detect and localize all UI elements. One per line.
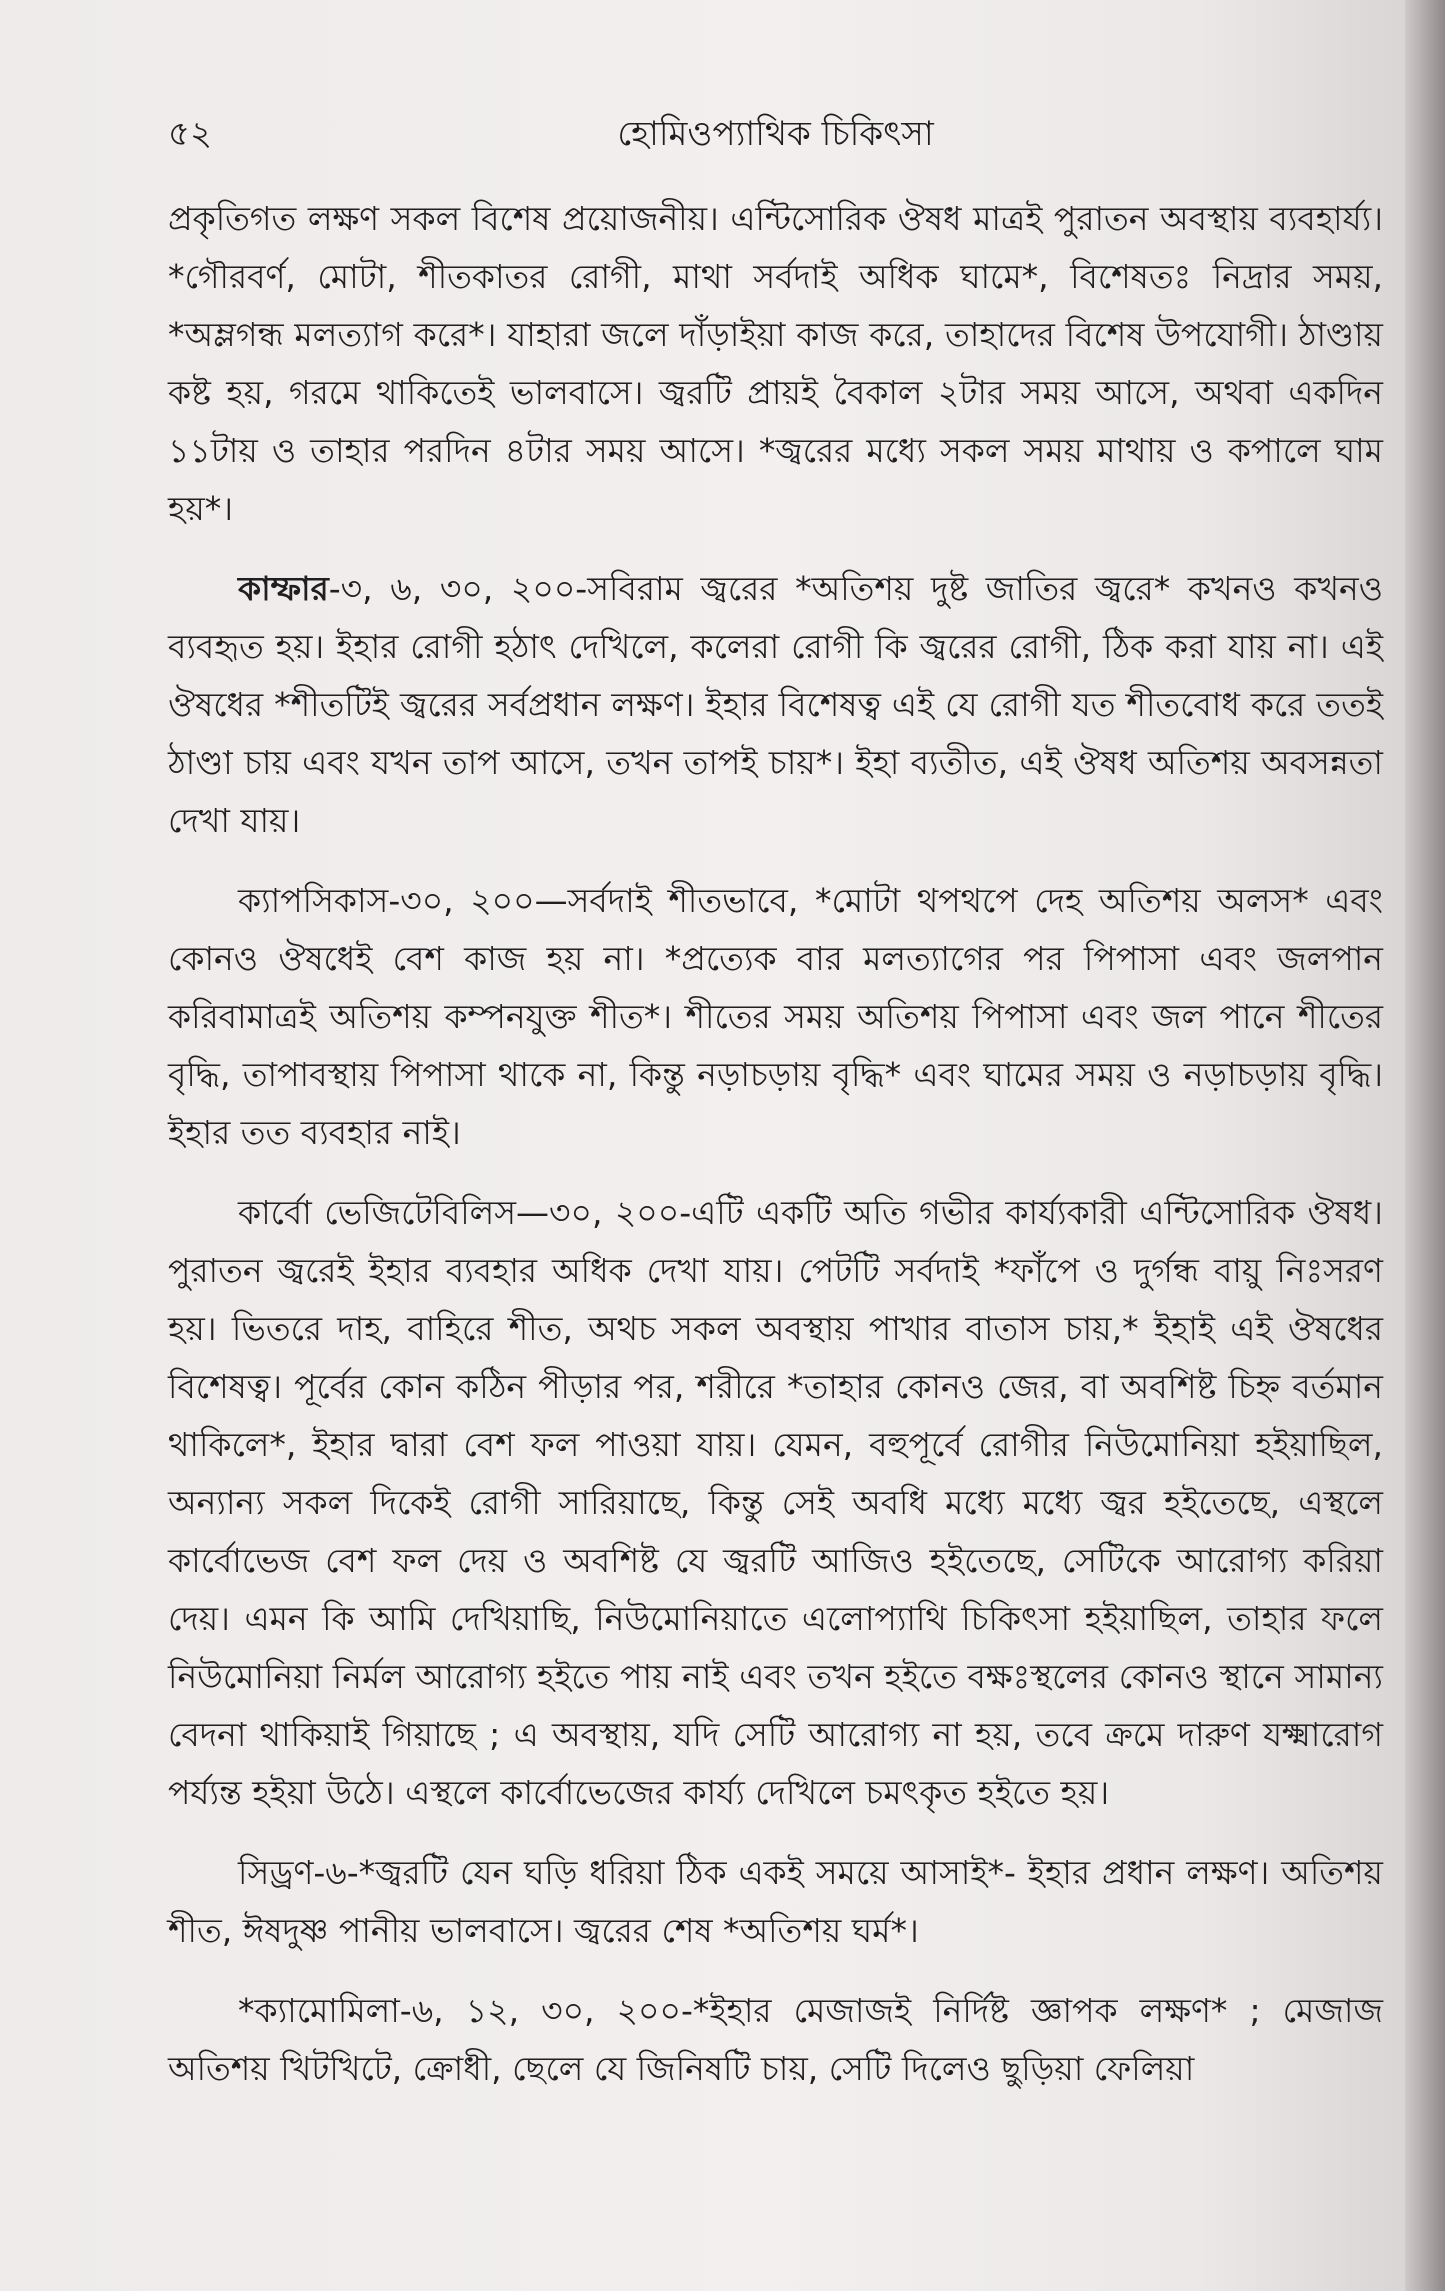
paragraph-camphor <box>168 560 1383 850</box>
paragraph-text: *ক্যামোমিলা-৬, ১২, ৩০, ২০০-*ইহার মেজাজই নির্দিষ্ট জ্ঞাপক লক্ষণ* ; মেজাজ অতিশয় খিটখিটে, ক্রোধী, ছেলে যে জিনিষটি চায়, সেটি দিলেও ছুড়িয়া ফেলিয়া <box>168 1991 1383 2088</box>
book-spine-shadow <box>1405 0 1445 2291</box>
paragraph-cedron <box>168 1844 1383 1960</box>
body-text <box>168 190 1383 2098</box>
book-title: হোমিওপ্যাথিক চিকিৎসা <box>617 114 934 154</box>
paragraph-text: ক্যাপসিকাস-৩০, ২০০—সর্বদাই শীতভাবে, *মোটা থপথপে দেহ অতিশয় অলস* এবং কোনও ঔষধেই বেশ কাজ হয় না। *প্রত্যেক বার মলত্যাগের পর পিপাসা এবং জলপান করিবামাত্রই অতিশয় কম্পনযুক্ত শীত*। শীতের সময় অতিশয় পিপাসা এবং জল পানে শীতের বৃদ্ধি, তাপাবস্থায় পিপাসা থাকে না, কিন্তু নড়াচড়ায় বৃদ্ধি* এবং ঘামের সময় ও নড়াচড়ায় বৃদ্ধি। ইহার তত ব্যবহার নাই। <box>168 881 1383 1152</box>
paragraph-text: প্রকৃতিগত লক্ষণ সকল বিশেষ প্রয়োজনীয়। এন্টিসোরিক ঔষধ মাত্রই পুরাতন অবস্থায় ব্যবহার্য্য। *গৌরবর্ণ, মোটা, শীতকাতর রোগী, মাথা সর্বদাই অধিক ঘামে*, বিশেষতঃ নিদ্রার সময়, *অম্লগন্ধ মলত্যাগ করে*। যাহারা জলে দাঁড়াইয়া কাজ করে, তাহাদের বিশেষ উপযোগী। ঠাণ্ডায় কষ্ট হয়, গরমে থাকিতেই ভালবাসে। জ্বরটি প্রায়ই বৈকাল ২টার সময় আসে, অথবা একদিন ১১টায় ও তাহার পরদিন ৪টার সময় আসে। *জ্বরের মধ্যে সকল সময় মাথায় ও কপালে ঘাম হয়*। <box>168 199 1384 528</box>
paragraph-text: সিড্রণ-৬-*জ্বরটি যেন ঘড়ি ধরিয়া ঠিক একই সময়ে আসাই*- ইহার প্রধান লক্ষণ। অতিশয় শীত, ঈষদুষ্ণ পানীয় ভালবাসে। জ্বরের শেষ *অতিশয় ঘর্ম*। <box>168 1853 1383 1950</box>
paragraph-chamomilla <box>168 1982 1383 2098</box>
paragraph-text: -৩, ৬, ৩০, ২০০-সবিরাম জ্বরের *অতিশয় দুষ্ট জাতির জ্বরে* কখনও কখনও ব্যবহৃত হয়। ইহার রোগী হঠাৎ দেখিলে, কলেরা রোগী কি জ্বরের রোগী, ঠিক করা যায় না। এই ঔষধের *শীতটিই জ্বরের সর্বপ্রধান লক্ষণ। ইহার বিশেষত্ব এই যে রোগী যত শীতবোধ করে ততই ঠাণ্ডা চায় এবং যখন তাপ আসে, তখন তাপই চায়*। ইহা ব্যতীত, এই ঔষধ অতিশয় অবসন্নতা দেখা যায়। <box>168 569 1383 840</box>
paragraph-carbo-veg <box>168 1184 1383 1822</box>
paragraph-text: কার্বো ভেজিটেবিলিস—৩০, ২০০-এটি একটি অতি গভীর কার্য্যকারী এন্টিসোরিক ঔষধ। পুরাতন জ্বরেই ইহার ব্যবহার অধিক দেখা যায়। পেটটি সর্বদাই *ফাঁপে ও দুর্গন্ধ বায়ু নিঃসরণ হয়। ভিতরে দাহ, বাহিরে শীত, অথচ সকল অবস্থায় পাখার বাতাস চায়,* ইহাই এই ঔষধের বিশেষত্ব। পূর্বের কোন কঠিন পীড়ার পর, শরীরে *তাহার কোনও জের, বা অবশিষ্ট চিহ্ন বর্তমান থাকিলে*, ইহার দ্বারা বেশ ফল পাওয়া যায়। যেমন, বহুপূর্বে রোগীর নিউমোনিয়া হইয়াছিল, অন্যান্য সকল দিকেই রোগী সারিয়াছে, কিন্তু সেই অবধি মধ্যে মধ্যে জ্বর হইতেছে, এস্থলে কার্বোভেজ বেশ ফল দেয় ও অবশিষ্ট যে জ্বরটি আজিও হইতেছে, সেটিকে আরোগ্য করিয়া দেয়। এমন কি আমি দেখিয়াছি, নিউমোনিয়াতে এলোপ্যাথি চিকিৎসা হইয়াছিল, তাহার ফলে নিউমোনিয়া নির্মল আরোগ্য হইতে পায় নাই এবং তখন হইতে বক্ষঃস্থলের কোনও স্থানে সামান্য বেদনা থাকিয়াই গিয়াছে ; এ অবস্থায়, যদি সেটি আরোগ্য না হয়, তবে ক্রমে দারুণ যক্ষ্মারোগ পর্য্যন্ত হইয়া উঠে। এস্থলে কার্বোভেজের কার্য্য দেখিলে চমৎকৃত হইতে হয়। <box>168 1193 1383 1812</box>
remedy-name: কাম্ফার <box>238 569 329 608</box>
paragraph-intro <box>168 190 1383 538</box>
running-head <box>168 108 1383 168</box>
page-number: ৫২ <box>168 114 213 154</box>
paragraph-capsicum <box>168 872 1383 1162</box>
